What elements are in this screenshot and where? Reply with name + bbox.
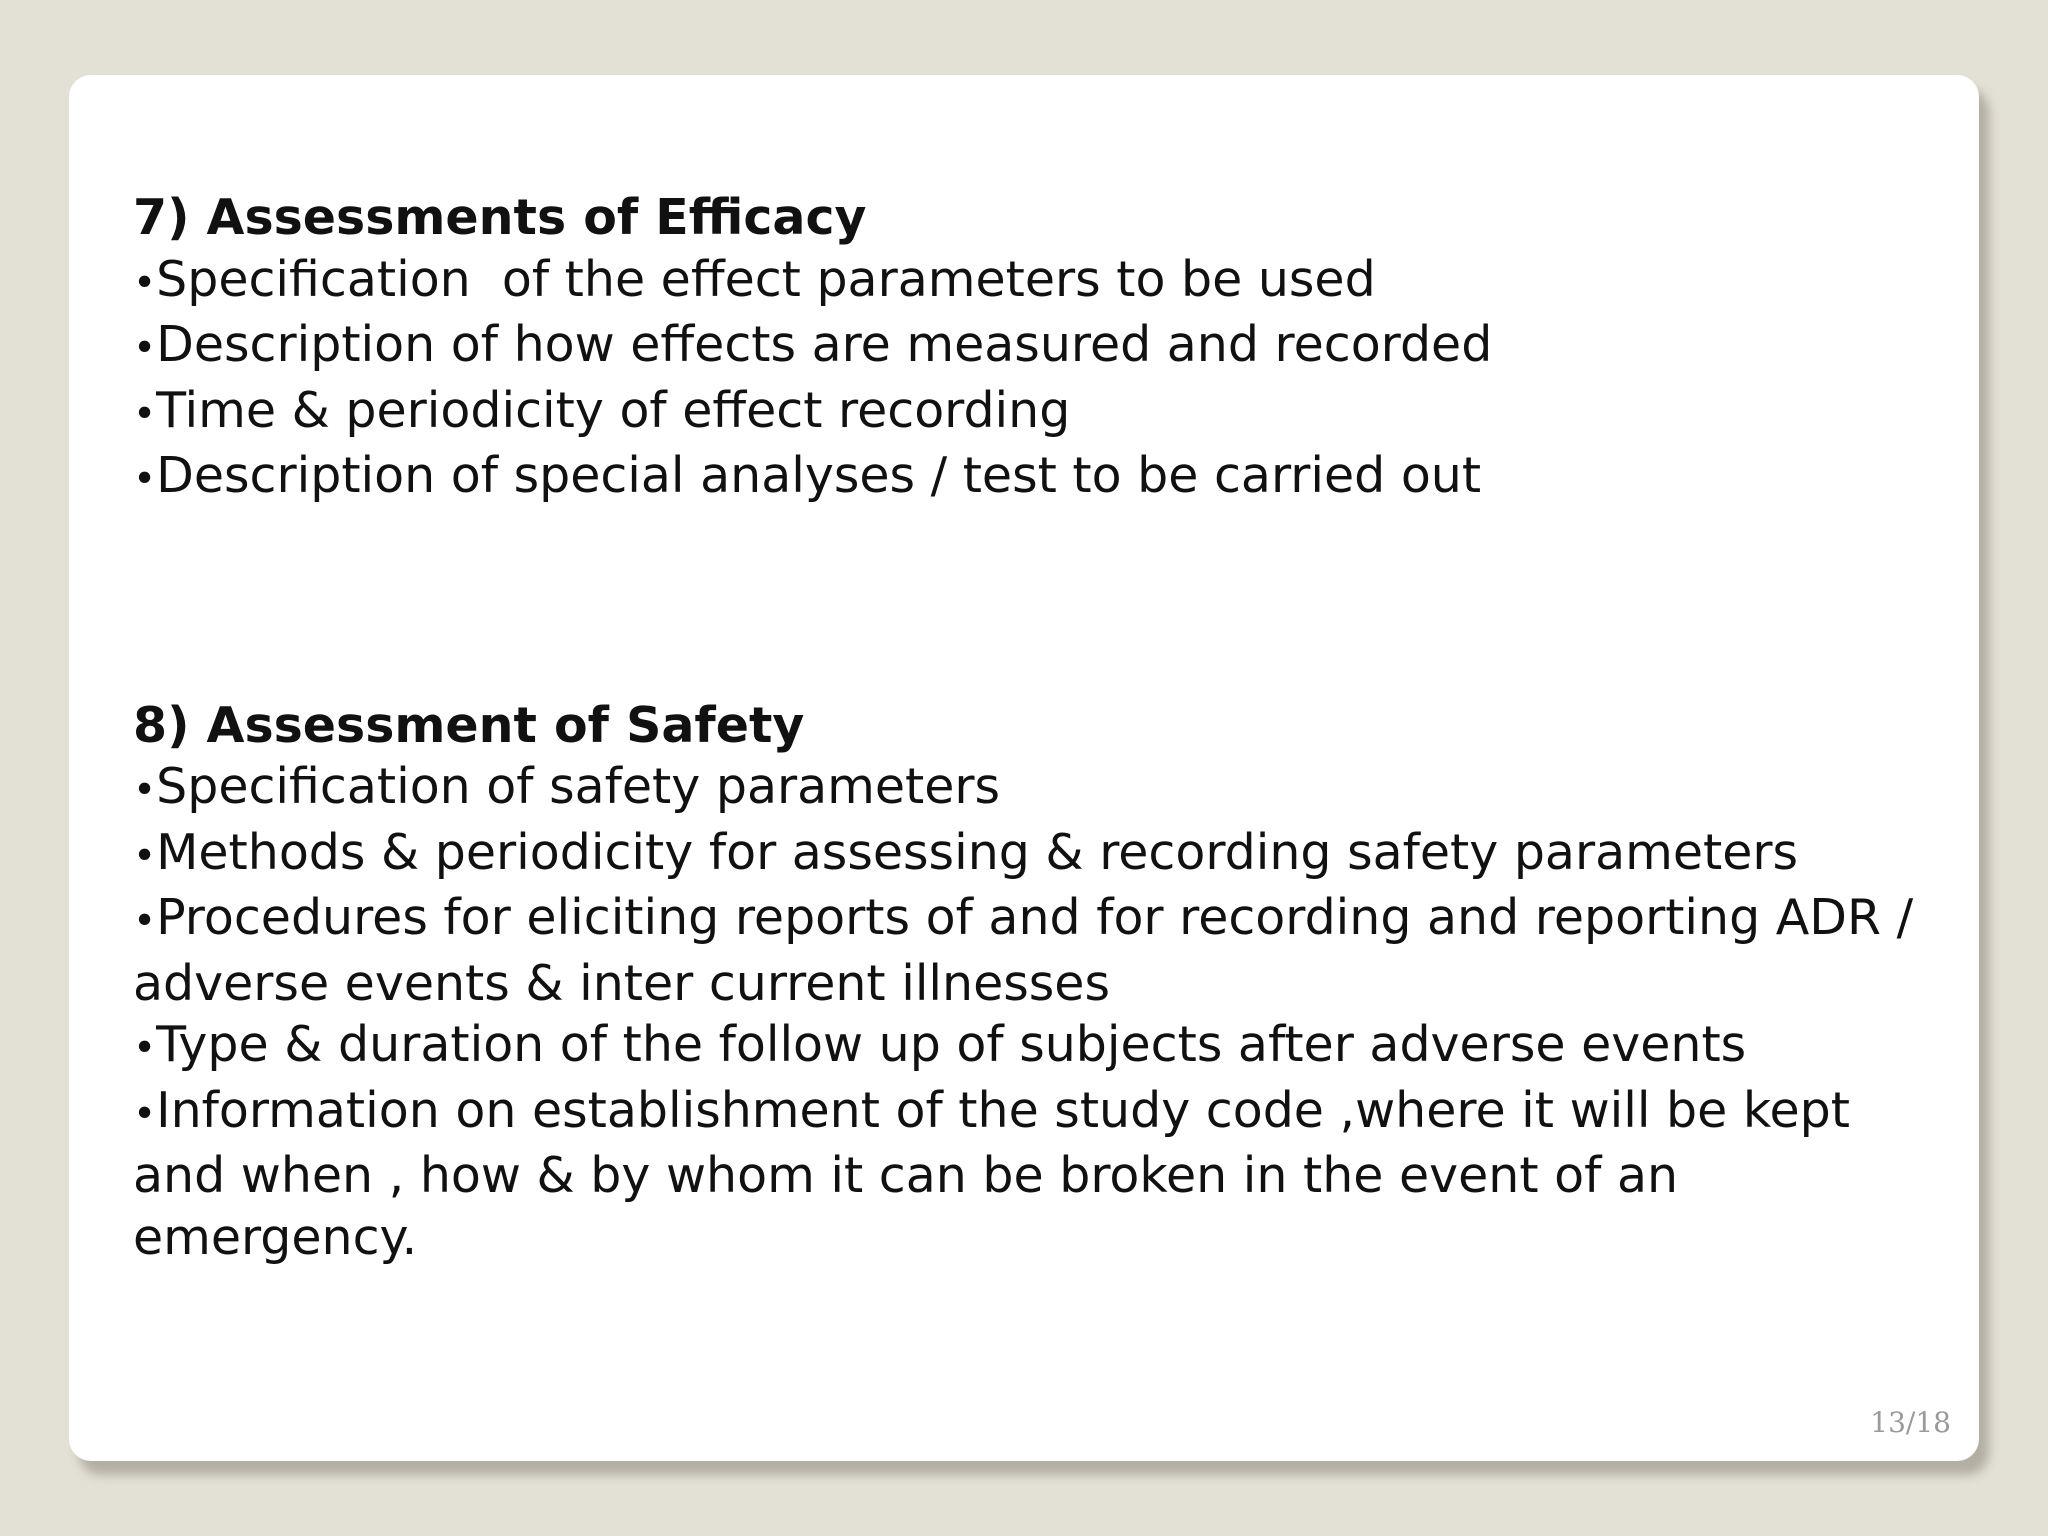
- bullet-text: Type & duration of the follow up of subjects after adverse events: [156, 1016, 1747, 1073]
- bullet-item: [133, 380, 1933, 446]
- page-number: 13/18: [1870, 1406, 1951, 1439]
- bullet-icon: •: [133, 391, 157, 437]
- bullet-icon: •: [133, 457, 157, 502]
- bullet-icon: •: [133, 326, 157, 371]
- bullet-text: Methods & periodicity for assessing & recording safety parameters: [156, 823, 1799, 881]
- bullet-item: [133, 314, 1933, 380]
- bullet-text: Time & periodicity of effect recording: [156, 381, 1071, 439]
- bullet-item: [133, 756, 1933, 822]
- bullet-item: [133, 249, 1933, 315]
- bullet-icon: •: [133, 833, 157, 879]
- slide-content: [133, 187, 1933, 1268]
- bullet-icon: •: [133, 1091, 157, 1137]
- slide: [69, 75, 1979, 1461]
- bullet-item: [133, 1014, 1933, 1080]
- bullet-icon: •: [133, 899, 157, 944]
- section-safety: [133, 695, 1933, 1269]
- bullet-item: [133, 822, 1933, 888]
- bullet-text: Information on establishment of the study code ,where it will be kept and when , how & by whom it can be broken in the event of an emergency.: [133, 1081, 1850, 1266]
- bullet-icon: •: [133, 260, 157, 306]
- bullet-icon: •: [133, 768, 157, 813]
- bullet-icon: •: [133, 1026, 157, 1071]
- section-heading: 8) Assessment of Safety: [133, 696, 805, 754]
- bullet-item: [133, 887, 1933, 1014]
- bullet-item: [133, 1080, 1933, 1269]
- bullet-text: Procedures for eliciting reports of and for recording and reporting ADR / adverse events & inter current illnesses: [133, 889, 1914, 1012]
- bullet-item: [133, 445, 1933, 511]
- section-efficacy: [133, 187, 1933, 511]
- bullet-text: Description of how effects are measured and recorded: [156, 316, 1493, 373]
- bullet-text: Description of special analyses / test to be carried out: [156, 447, 1482, 504]
- section-heading: 7) Assessments of Efficacy: [133, 189, 867, 246]
- bullet-text: Specification of safety parameters: [156, 758, 1001, 815]
- bullet-text: Specification of the effect parameters to be used: [156, 250, 1376, 308]
